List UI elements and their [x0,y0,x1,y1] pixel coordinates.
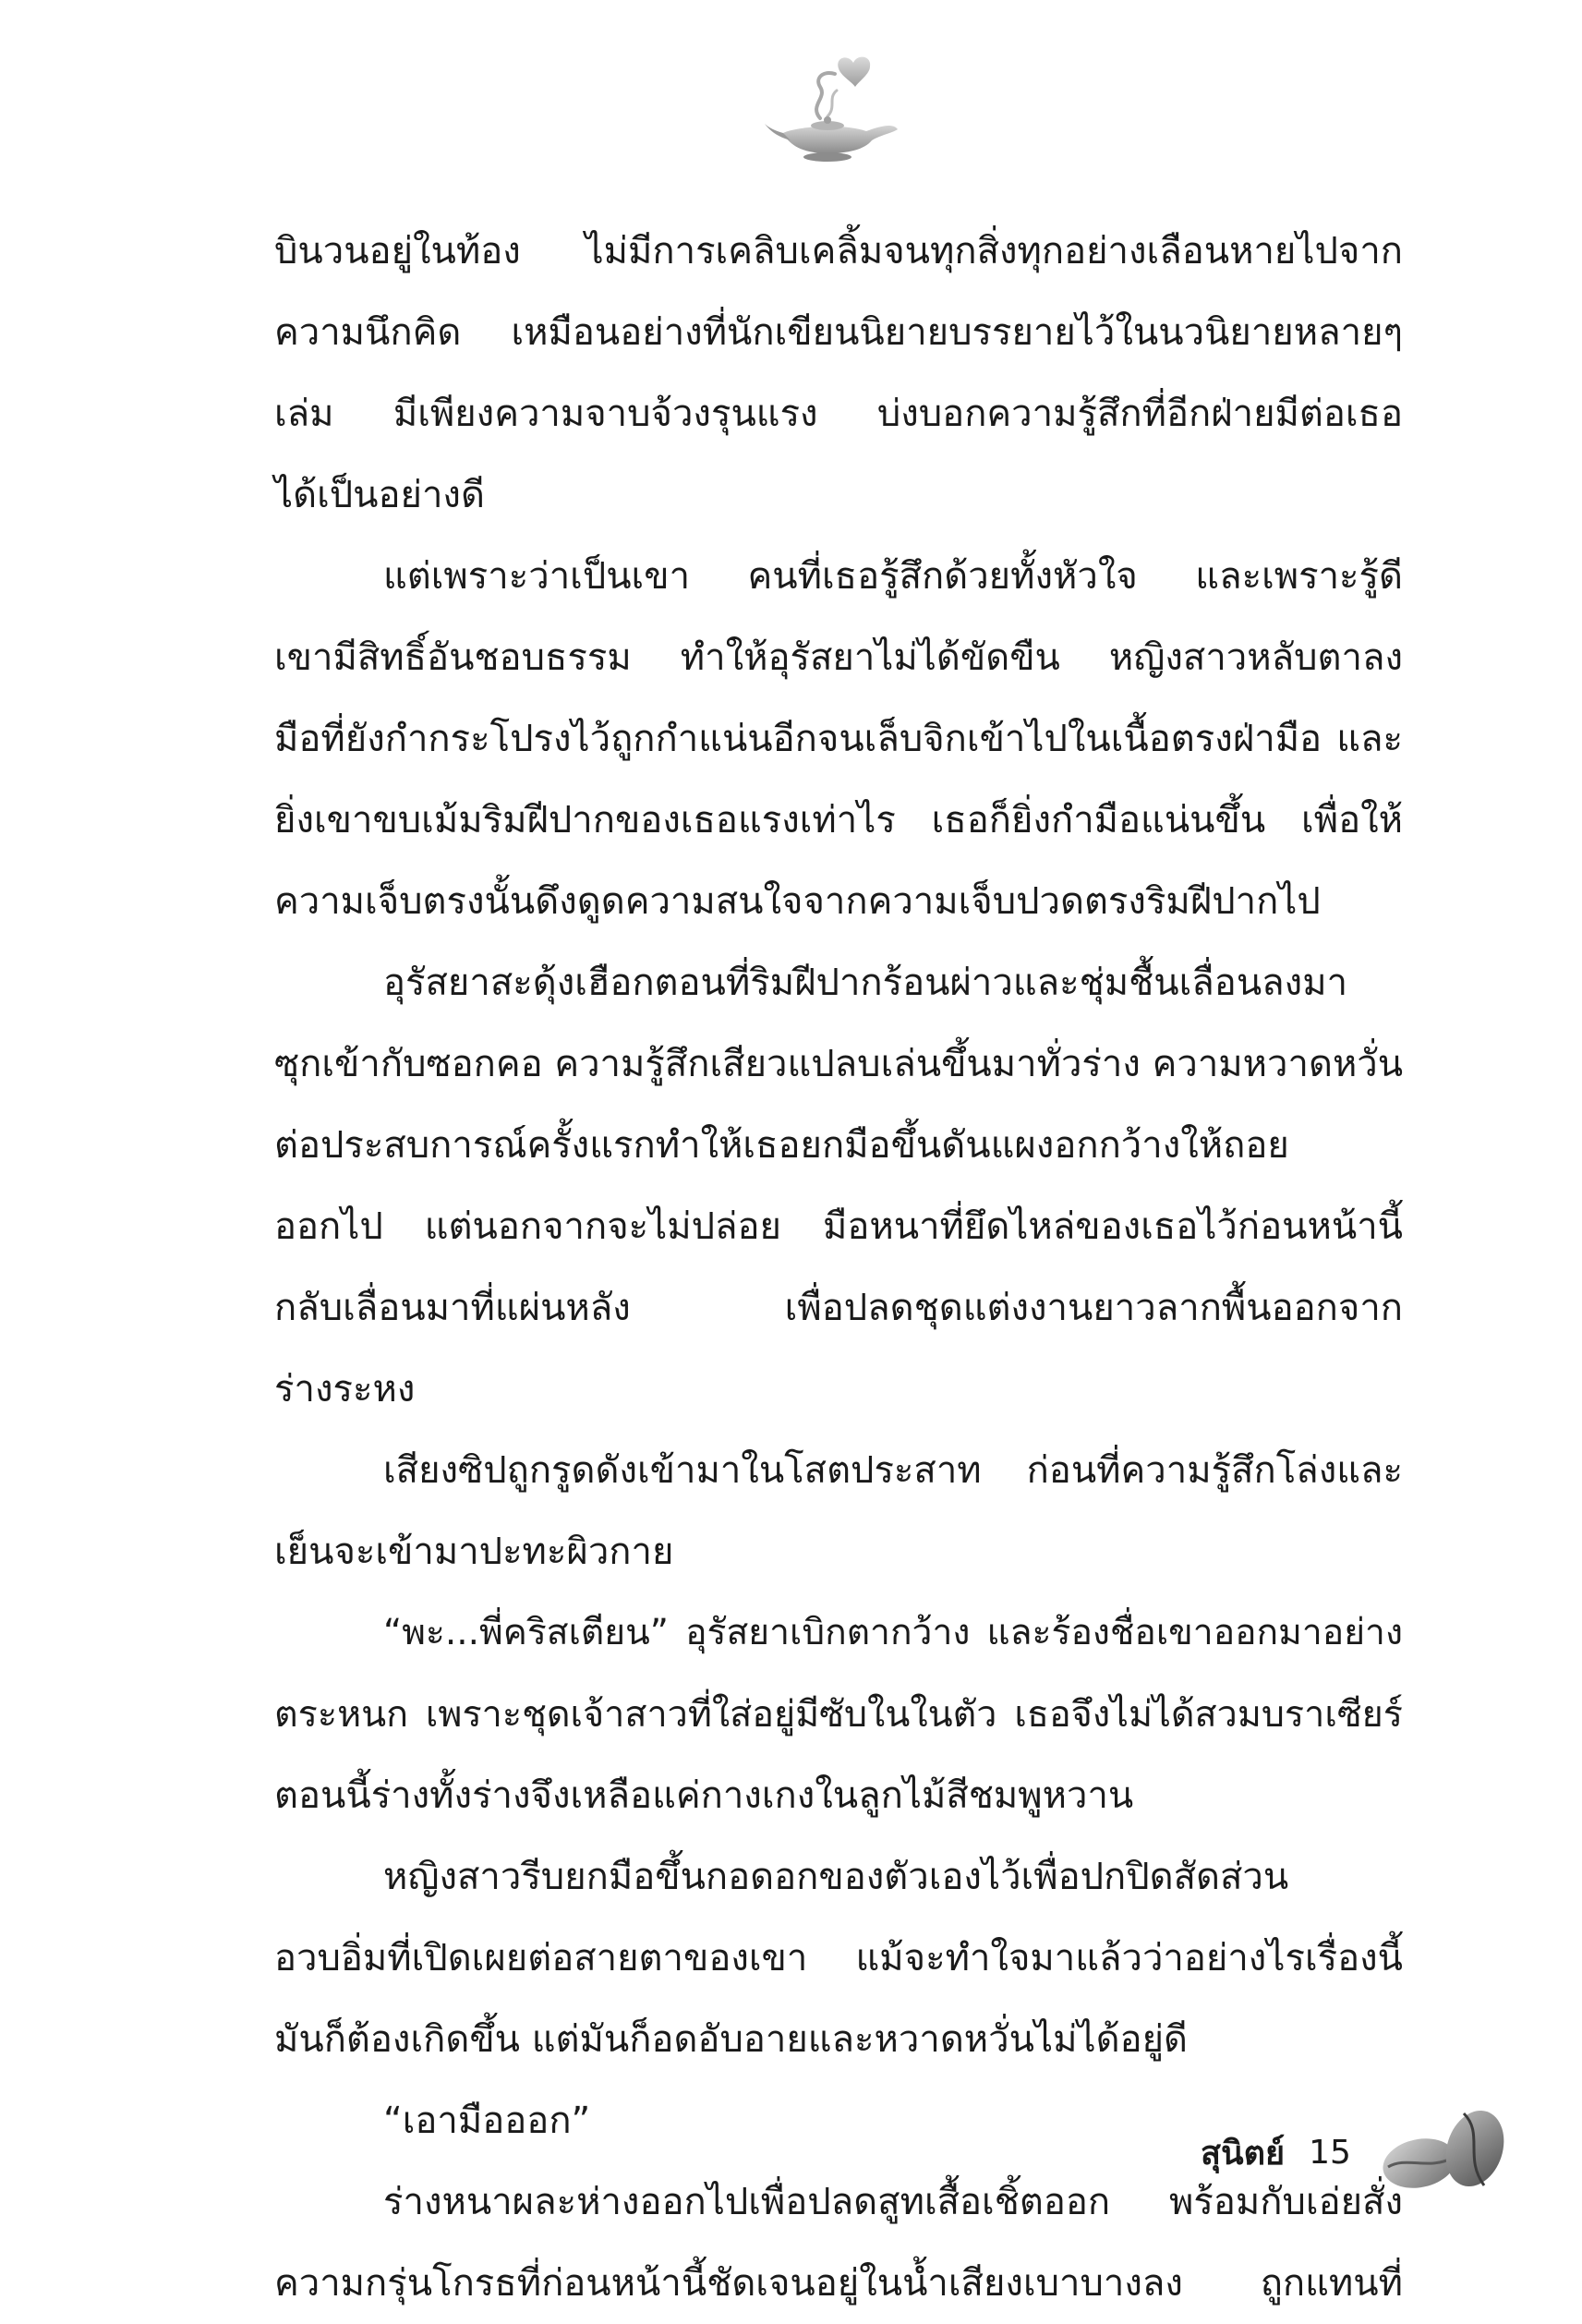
footer-author: สุนิตย์ [1201,2134,1286,2173]
text-line: เล่ม มีเพียงความจาบจ้วงรุนแรง บ่งบอกความรู้สึกที่อีกฝ่ายมีต่อเธอ [274,393,1403,435]
text-line: ร่างระหง [274,1368,416,1410]
text-line: มือที่ยังกำกระโปรงไว้ถูกกำแน่นอีกจนเล็บจิกเข้าไปในเนื้อตรงฝ่ามือ และ [274,718,1403,760]
text-line: “เอามือออก” [383,2100,591,2142]
text-line: หญิงสาวรีบยกมือขึ้นกอดอกของตัวเองไว้เพื่อปกปิดสัดส่วน [383,1856,1289,1898]
text-line: กลับเลื่อนมาที่แผ่นหลัง เพื่อปลดชุดแต่งงานยาวลากพื้นออกจาก [274,1287,1403,1329]
text-line: ต่อประสบการณ์ครั้งแรกทำให้เธอยกมือขึ้นดันแผงอกกว้างให้ถอย [274,1124,1289,1167]
text-line: ร่างหนาผละห่างออกไปเพื่อปลดสูทเสื้อเชิ้ตออก พร้อมกับเอ่ยสั่ง [383,2181,1403,2223]
text-line: ยิ่งเขาขบเม้มริมฝีปากของเธอแรงเท่าไร เธอก็ยิ่งกำมือแน่นขึ้น เพื่อให้ [274,799,1403,841]
text-line: ตอนนี้ร่างทั้งร่างจึงเหลือแค่กางเกงในลูกไม้สีชมพูหวาน [274,1774,1134,1817]
text-line: ซุกเข้ากับซอกคอ ความรู้สึกเสียวแปลบเล่นขึ้นมาทั่วร่าง ความหวาดหวั่น [274,1043,1404,1085]
text-line: แต่เพราะว่าเป็นเขา คนที่เธอรู้สึกด้วยทั้งหัวใจ และเพราะรู้ดี [383,555,1403,598]
text-line: เขามีสิทธิ์อันชอบธรรม ทำให้อุรัสยาไม่ได้ขัดขืน หญิงสาวหลับตาลง [274,636,1403,679]
body-text [274,211,1403,2324]
text-line: ความเจ็บตรงนั้นดึงดูดความสนใจจากความเจ็บปวดตรงริมฝีปากไป [274,880,1321,923]
text-line: ได้เป็นอย่างดี [274,474,485,516]
text-line: เย็นจะเข้ามาปะทะผิวกาย [274,1531,674,1573]
text-line: มันก็ต้องเกิดขึ้น แต่มันก็อดอับอายและหวาดหวั่นไม่ได้อยู่ดี [274,2018,1188,2061]
text-line: บินวนอยู่ในท้อง ไม่มีการเคลิบเคลิ้มจนทุกสิ่งทุกอย่างเลือนหายไปจาก [274,230,1403,272]
text-line: ความกรุ่นโกรธที่ก่อนหน้านี้ชัดเจนอยู่ในน้ำเสียงเบาบางลง ถูกแทนที่ [274,2262,1403,2305]
page-number: 15 [1309,2133,1351,2172]
coffee-beans-icon [1375,2106,1514,2198]
text-line: ออกไป แต่นอกจากจะไม่ปล่อย มือหนาที่ยึดไหล่ของเธอไว้ก่อนหน้านี้ [274,1205,1403,1248]
text-line: เสียงซิปถูกรูดดังเข้ามาในโสตประสาท ก่อนที่ความรู้สึกโล่งและ [383,1449,1403,1492]
text-line: ความนึกคิด เหมือนอย่างที่นักเขียนนิยายบรรยายไว้ในนวนิยายหลายๆ [274,311,1403,354]
text-line: ตระหนก เพราะชุดเจ้าสาวที่ใส่อยู่มีซับในในตัว เธอจึงไม่ได้สวมบราเซียร์ [274,1693,1403,1736]
genie-lamp-heart-icon [763,54,901,164]
text-line: อวบอิ่มที่เปิดเผยต่อสายตาของเขา แม้จะทำใจมาแล้วว่าอย่างไรเรื่องนี้ [274,1937,1403,1979]
text-line: “พะ...พี่คริสเตียน” อุรัสยาเบิกตากว้าง และร้องชื่อเขาออกมาอย่าง [383,1612,1403,1653]
page-footer [1201,2124,1514,2180]
text-line: อุรัสยาสะดุ้งเฮือกตอนที่ริมฝีปากร้อนผ่าวและชุ่มชื้นเลื่อนลงมา [383,962,1348,1004]
